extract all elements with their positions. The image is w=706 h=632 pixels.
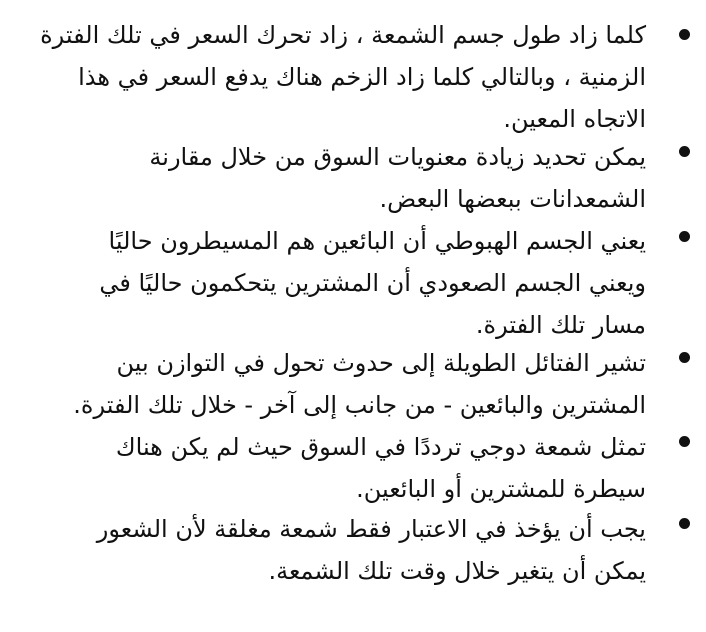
text-line: تمثل شمعة دوجي ترددًا في السوق حيث لم يكن هناك [115, 433, 646, 461]
bullet-icon [679, 436, 690, 447]
text-line: الاتجاه المعين. [503, 105, 646, 133]
text-line: مسار تلك الفترة. [475, 311, 646, 339]
bullet-icon [679, 352, 690, 363]
text-line: المشترين والبائعين - من جانب إلى آخر - خلال تلك الفترة. [73, 391, 646, 419]
text-line: كلما زاد طول جسم الشمعة ، زاد تحرك السعر في تلك الفترة [40, 21, 646, 49]
text-line: يعني الجسم الهبوطي أن البائعين هم المسيطرون حاليًا [108, 227, 646, 255]
text-line: الشمعدانات ببعضها البعض. [379, 185, 646, 213]
text-line: يمكن تحديد زيادة معنويات السوق من خلال مقارنة [149, 143, 646, 171]
bullet-icon [679, 29, 690, 40]
text-line: ويعني الجسم الصعودي أن المشترين يتحكمون حاليًا في [99, 269, 646, 297]
text-line: يجب أن يؤخذ في الاعتبار فقط شمعة مغلقة لأن الشعور [96, 515, 646, 543]
text-line: سيطرة للمشترين أو البائعين. [356, 475, 646, 503]
bullet-icon [679, 231, 690, 242]
bullet-icon [679, 518, 690, 529]
text-line: الزمنية ، وبالتالي كلما زاد الزخم هناك يدفع السعر في هذا [78, 63, 646, 91]
bullet-icon [679, 146, 690, 157]
text-line: يمكن أن يتغير خلال وقت تلك الشمعة. [268, 557, 646, 585]
text-line: تشير الفتائل الطويلة إلى حدوث تحول في التوازن بين [116, 349, 646, 377]
